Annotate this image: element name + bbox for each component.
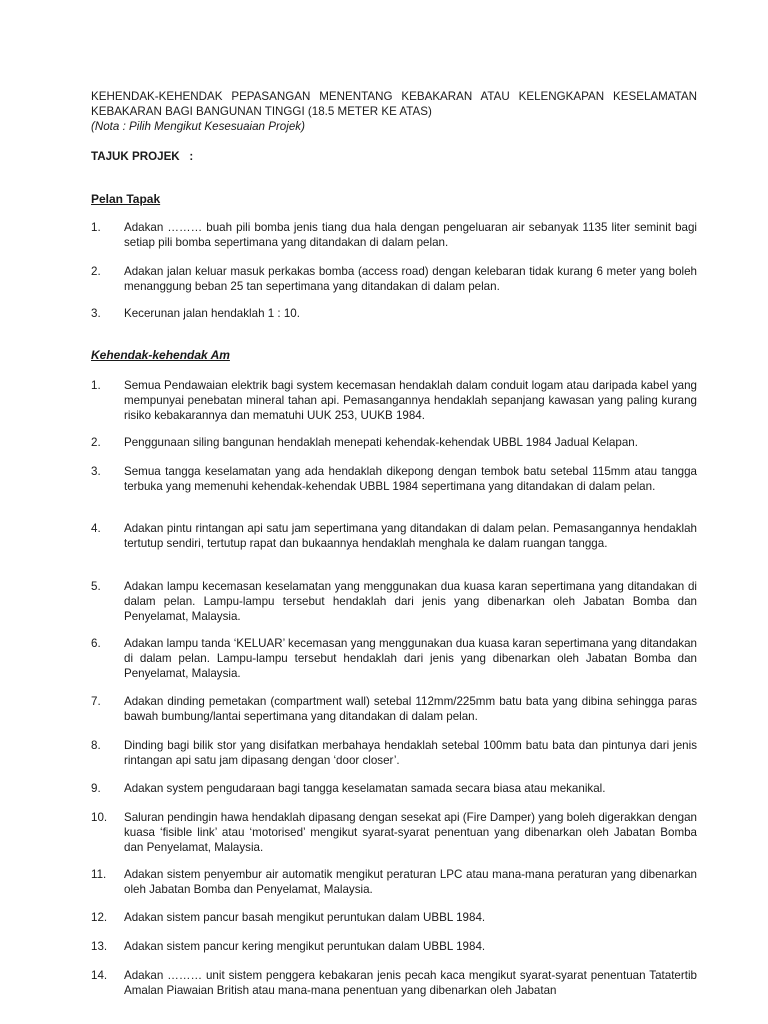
item-text: Adakan sistem penyembur air automatik mengikut peraturan LPC atau mana-mana peraturan yang dibenarkan oleh Jabatan Bomba dan Penyelamat, Malaysia. [124,868,697,896]
document-note: (Nota : Pilih Mengikut Kesesuaian Projek) [91,120,305,133]
item-number: 14. [91,969,108,982]
item-text: Adakan sistem pancur kering mengikut peruntukan dalam UBBL 1984. [124,940,486,953]
item-number: 5. [91,580,101,593]
item-number: 3. [91,307,101,320]
item-text: Adakan ……… buah pili bomba jenis tiang dua hala dengan pengeluaran air sebanyak 1135 liter seminit bagi setiap pili bomba sepertimana yang ditandakan di dalam pelan. [124,221,697,249]
document-title-line-2: KEBAKARAN BAGI BANGUNAN TINGGI (18.5 METER KE ATAS) [91,105,432,118]
item-text: Adakan lampu kecemasan keselamatan yang menggunakan dua kuasa karan sepertimana yang ditandakan di dalam pelan. Lampu-lampu tersebut hendaklah dari jenis yang dibenarkan oleh Jabatan Bomba dan Penyelamat, Malaysia. [124,580,697,623]
item-number: 11. [91,868,107,881]
item-number: 13. [91,940,108,953]
item-number: 1. [91,379,101,392]
item-text: Adakan dinding pemetakan (compartment wall) setebal 112mm/225mm batu bata yang dibina sehingga paras bawah bumbung/lantai sepertimana yang ditandakan di dalam pelan. [124,695,697,723]
item-number: 10. [91,811,108,824]
item-text: Adakan jalan keluar masuk perkakas bomba (access road) dengan kelebaran tidak kurang 6 meter yang boleh menanggung beban 25 tan sepertimana yang ditandakan di dalam pelan. [124,265,697,293]
item-number: 7. [91,695,101,708]
item-number: 8. [91,739,101,752]
item-text: Kecerunan jalan hendaklah 1 : 10. [124,307,300,320]
item-text: Adakan pintu rintangan api satu jam sepertimana yang ditandakan di dalam pelan. Pemasangannya hendaklah tertutup sendiri, tertutup rapat dan bukaannya hendaklah menghala ke dalam ruangan tangga. [124,522,697,550]
item-number: 2. [91,265,101,278]
item-text: Adakan system pengudaraan bagi tangga keselamatan samada secara biasa atau mekanikal. [124,782,606,795]
item-number: 1. [91,221,101,234]
section-heading-kehendak-am: Kehendak-kehendak Am [91,348,230,362]
item-number: 6. [91,637,101,650]
project-title-label: TAJUK PROJEK : [91,150,194,163]
item-text: Semua Pendawaian elektrik bagi system kecemasan hendaklah dalam conduit logam atau daripada kabel yang mempunyai penebatan mineral tahan api. Pemasangannya hendaklah sepanjang kawasan yang paling kurang risiko kebakarannya dan mematuhi UUK 253, UUKB 1984. [124,379,697,422]
item-text: Semua tangga keselamatan yang ada hendaklah dikepong dengan tembok batu setebal 115mm atau tangga terbuka yang memenuhi kehendak-kehendak UBBL 1984 sepertimana yang ditandakan di dalam pelan. [124,465,697,493]
item-text: Penggunaan siling bangunan hendaklah menepati kehendak-kehendak UBBL 1984 Jadual Kelapan. [124,436,638,449]
item-text: Adakan ……… unit sistem penggera kebakaran jenis pecah kaca mengikut syarat-syarat penentuan Tatatertib Amalan Piawaian British atau mana-mana penentuan yang dibenarkan oleh Jabatan [124,969,697,997]
item-text: Dinding bagi bilik stor yang disifatkan merbahaya hendaklah setebal 100mm batu bata dan pintunya dari jenis rintangan api satu jam dipasang dengan ‘door closer’. [124,739,697,767]
document-title-line-1: KEHENDAK-KEHENDAK PEPASANGAN MENENTANG KEBAKARAN ATAU KELENGKAPAN KESELAMATAN [91,90,697,103]
item-number: 12. [91,911,108,924]
item-text: Adakan sistem pancur basah mengikut peruntukan dalam UBBL 1984. [124,911,486,924]
item-number: 4. [91,522,101,535]
item-number: 3. [91,465,101,478]
item-text: Adakan lampu tanda ‘KELUAR’ kecemasan yang menggunakan dua kuasa karan sepertimana yang ditandakan di dalam pelan. Lampu-lampu tersebut hendaklah dari jenis yang dibenarkan oleh Jabatan Bomba dan Penyelamat, Malaysia. [124,637,697,680]
item-number: 2. [91,436,101,449]
item-text: Saluran pendingin hawa hendaklah dipasang dengan sesekat api (Fire Damper) yang boleh digerakkan dengan kuasa ‘fisible link’ atau ‘motorised’ mengikut syarat-syarat penentuan yang dibenarkan oleh Jabatan Bomba dan Penyelamat, Malaysia. [124,811,697,854]
item-number: 9. [91,782,101,795]
section-heading-pelan-tapak: Pelan Tapak [91,192,161,206]
